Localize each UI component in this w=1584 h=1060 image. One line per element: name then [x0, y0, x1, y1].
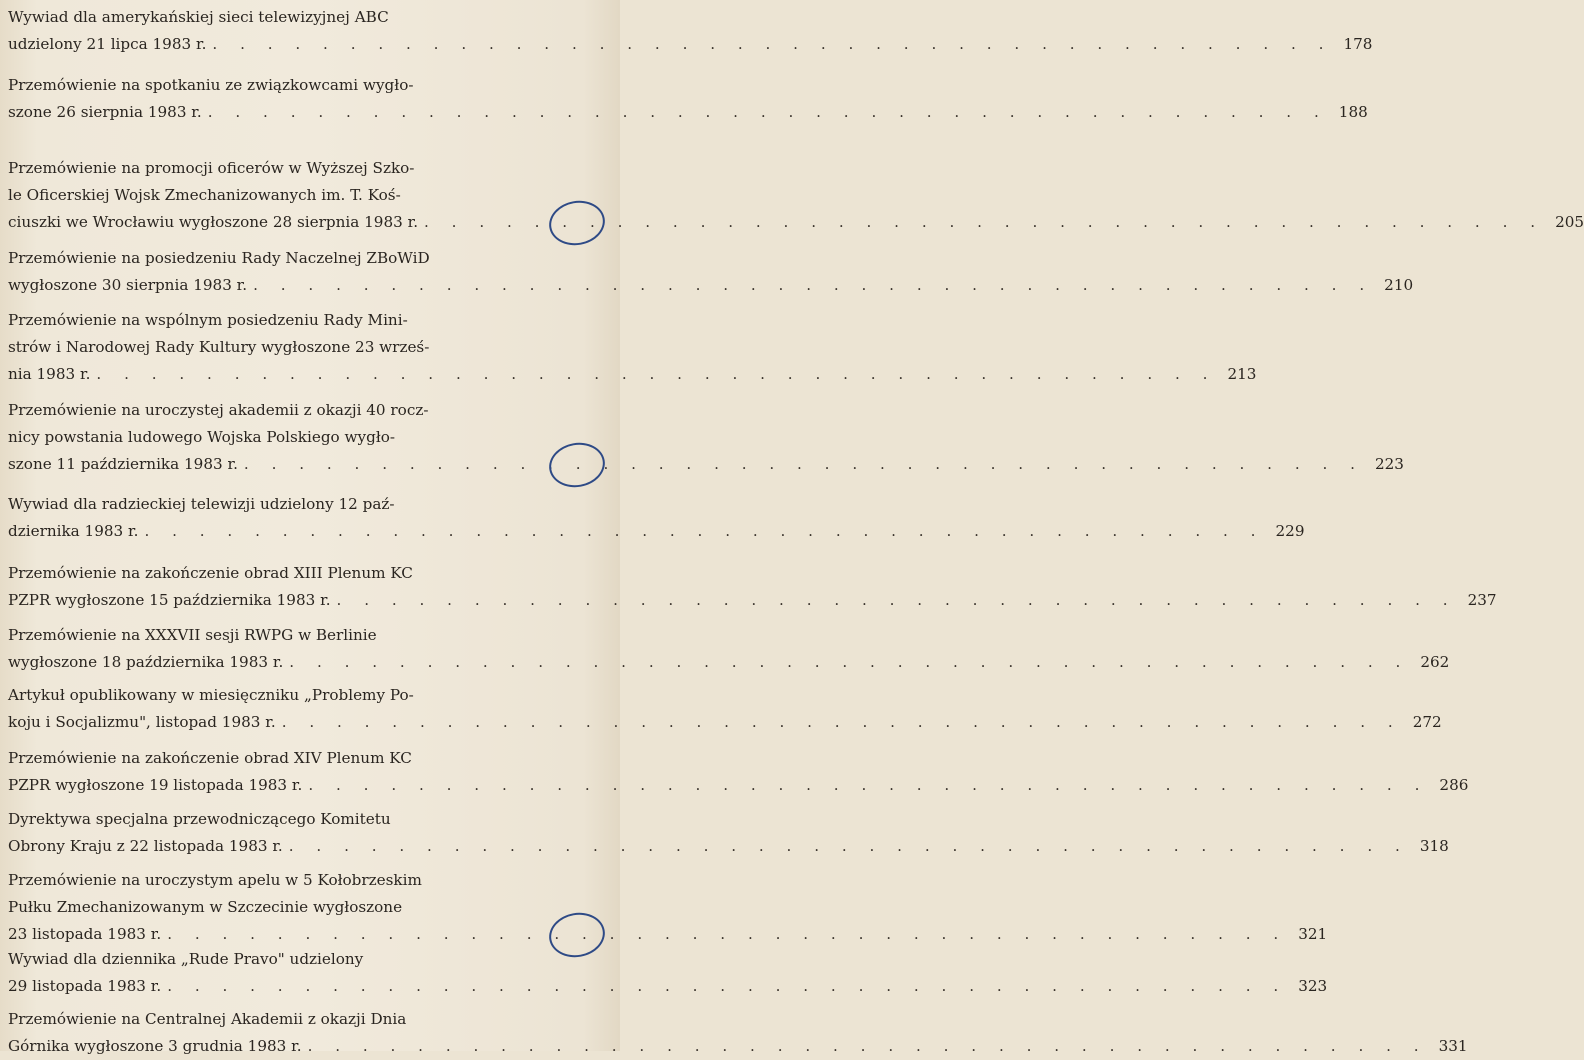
toc-entry-last-line — [8, 587, 1497, 614]
toc-entry-last-line — [8, 1033, 1468, 1060]
dot-leader: . . . . . . . . . . . . . . . . . . . . . . . . . . . . . . . . . . . . . . . . . — [336, 591, 1457, 609]
toc-entry — [8, 745, 1469, 799]
toc-entry-last-line — [8, 833, 1449, 860]
toc-entry — [8, 806, 1449, 860]
toc-entry-title: PZPR wygłoszone 19 listopada 1983 r. — [8, 776, 303, 794]
toc-entry-title: wygłoszone 30 sierpnia 1983 r. — [8, 276, 248, 294]
toc-entry-line: Przemówienie na uroczystej akademii z okazji 40 rocz- — [8, 401, 429, 419]
dot-leader: . . . . . . . . . . . . . . . . . . . . . . . . . . . . . . . . . . . . . . . . . — [243, 455, 1364, 473]
page-number: 262 — [1420, 653, 1450, 671]
toc-entry-line: Wywiad dla radzieckiej telewizji udzielony 12 paź- — [8, 495, 395, 513]
toc-entry — [8, 491, 1305, 545]
toc-entry — [8, 622, 1450, 676]
toc-entry-last-line — [8, 209, 1584, 236]
toc-entry — [8, 560, 1497, 614]
toc-entry-line: Przemówienie na posiedzeniu Rady Naczelnej ZBoWiD — [8, 249, 430, 267]
toc-entry-last-line — [8, 31, 1373, 58]
toc-entry — [8, 307, 1257, 388]
toc-entry-title: 29 listopada 1983 r. — [8, 977, 162, 995]
dot-leader: . . . . . . . . . . . . . . . . . . . . . . . . . . . . . . . . . . . . . . . . . — [212, 35, 1333, 53]
toc-entry-last-line — [8, 772, 1469, 799]
toc-entry-line: Przemówienie na XXXVII sesji RWPG w Berlinie — [8, 626, 377, 644]
dot-leader: . . . . . . . . . . . . . . . . . . . . . . . . . . . . . . . . . . . . . . . . . — [289, 653, 1410, 671]
dot-leader: . . . . . . . . . . . . . . . . . . . . . . . . . . . . . . . . . . . . . . . . . — [424, 213, 1545, 231]
dot-leader: . . . . . . . . . . . . . . . . . . . . . . . . . . . . . . . . . . . . . . . . . — [207, 103, 1328, 121]
page-number: 323 — [1298, 977, 1328, 995]
page-number: 178 — [1343, 35, 1373, 53]
toc-entry-title: szone 11 października 1983 r. — [8, 455, 238, 473]
toc-entry-last-line — [8, 973, 1328, 1000]
toc-entry-title: udzielony 21 lipca 1983 r. — [8, 35, 207, 53]
toc-entry-last-line — [8, 518, 1305, 545]
toc-entry-line: Artykuł opublikowany w miesięczniku „Problemy Po- — [8, 686, 414, 704]
toc-entry-title: Obrony Kraju z 22 listopada 1983 r. — [8, 837, 283, 855]
toc-entry-line: strów i Narodowej Rady Kultury wygłoszone 23 wrześ- — [8, 338, 430, 356]
page-number: 210 — [1384, 276, 1414, 294]
toc-entry-line: Przemówienie na zakończenie obrad XIII Plenum KC — [8, 564, 413, 582]
toc-entry-line: Dyrektywa specjalna przewodniczącego Komitetu — [8, 810, 391, 828]
toc-entry-title: 23 listopada 1983 r. — [8, 925, 162, 943]
toc-entry-line: Przemówienie na uroczystym apelu w 5 Kołobrzeskim — [8, 871, 422, 889]
page-number: 272 — [1412, 713, 1442, 731]
dot-leader: . . . . . . . . . . . . . . . . . . . . . . . . . . . . . . . . . . . . . . . . . — [281, 713, 1402, 731]
dot-leader: . . . . . . . . . . . . . . . . . . . . . . . . . . . . . . . . . . . . . . . . . — [288, 837, 1409, 855]
toc-entry — [8, 155, 1584, 236]
page-number: 223 — [1374, 455, 1404, 473]
toc-entry-last-line — [8, 709, 1442, 736]
toc-entry-last-line — [8, 921, 1328, 948]
dot-leader: . . . . . . . . . . . . . . . . . . . . . . . . . . . . . . . . . . . . . . . . . — [144, 522, 1265, 540]
toc-entry — [8, 867, 1328, 948]
toc-entry-title: nia 1983 r. — [8, 365, 91, 383]
toc-entry-last-line — [8, 99, 1368, 126]
page-number: 318 — [1419, 837, 1449, 855]
page-number: 229 — [1275, 522, 1305, 540]
toc-entry-last-line — [8, 649, 1450, 676]
toc-entry-line: Przemówienie na spotkaniu ze związkowcami wygło- — [8, 76, 414, 94]
toc-entry-title: koju i Socjalizmu", listopad 1983 r. — [8, 713, 276, 731]
toc-entry-line: Pułku Zmechanizowanym w Szczecinie wygłoszone — [8, 898, 403, 916]
toc-entry — [8, 946, 1328, 1000]
toc-entry-line: Przemówienie na zakończenie obrad XIV Plenum KC — [8, 749, 412, 767]
toc-entry-title: dziernika 1983 r. — [8, 522, 139, 540]
toc-entry — [8, 1006, 1468, 1060]
dot-leader: . . . . . . . . . . . . . . . . . . . . . . . . . . . . . . . . . . . . . . . . . — [253, 276, 1374, 294]
toc-entry-line: Przemówienie na wspólnym posiedzeniu Rady Mini- — [8, 311, 408, 329]
dot-leader: . . . . . . . . . . . . . . . . . . . . . . . . . . . . . . . . . . . . . . . . . — [96, 365, 1217, 383]
toc-entry-line: Wywiad dla amerykańskiej sieci telewizyjnej ABC — [8, 8, 389, 26]
toc-entry-line: le Oficerskiej Wojsk Zmechanizowanych im. T. Koś- — [8, 186, 401, 204]
toc-entry — [8, 397, 1404, 478]
toc-entry-title: wygłoszone 18 października 1983 r. — [8, 653, 284, 671]
toc-entry — [8, 245, 1414, 299]
toc-entry-title: ciuszki we Wrocławiu wygłoszone 28 sierpnia 1983 r. — [8, 213, 419, 231]
toc-entry-title: Górnika wygłoszone 3 grudnia 1983 r. — [8, 1037, 302, 1055]
toc-entry — [8, 72, 1368, 126]
toc-entry-title: PZPR wygłoszone 15 października 1983 r. — [8, 591, 331, 609]
dot-leader: . . . . . . . . . . . . . . . . . . . . . . . . . . . . . . . . . . . . . . . . . — [307, 1037, 1428, 1055]
page-number: 331 — [1438, 1037, 1468, 1055]
toc-entry-line: Przemówienie na Centralnej Akademii z okazji Dnia — [8, 1010, 407, 1028]
dot-leader: . . . . . . . . . . . . . . . . . . . . . . . . . . . . . . . . . . . . . . . . . — [167, 925, 1288, 943]
dot-leader: . . . . . . . . . . . . . . . . . . . . . . . . . . . . . . . . . . . . . . . . . — [308, 776, 1429, 794]
page-number: 213 — [1227, 365, 1257, 383]
toc-entry-line: Wywiad dla dziennika „Rude Pravo" udzielony — [8, 950, 364, 968]
dot-leader: . . . . . . . . . . . . . . . . . . . . . . . . . . . . . . . . . . . . . . . . . — [167, 977, 1288, 995]
toc-entry-title: szone 26 sierpnia 1983 r. — [8, 103, 202, 121]
page-number: 321 — [1298, 925, 1328, 943]
page-number: 205 — [1555, 213, 1584, 231]
toc-entry-last-line — [8, 451, 1404, 478]
page-number: 237 — [1467, 591, 1497, 609]
toc-entry — [8, 4, 1373, 58]
toc-entry-line: nicy powstania ludowego Wojska Polskiego wygło- — [8, 428, 396, 446]
toc-entry — [8, 682, 1442, 736]
toc-entry-line: Przemówienie na promocji oficerów w Wyższej Szko- — [8, 159, 415, 177]
toc-entry-last-line — [8, 361, 1257, 388]
toc-entry-last-line — [8, 272, 1414, 299]
page-number: 286 — [1439, 776, 1469, 794]
page-number: 188 — [1338, 103, 1368, 121]
